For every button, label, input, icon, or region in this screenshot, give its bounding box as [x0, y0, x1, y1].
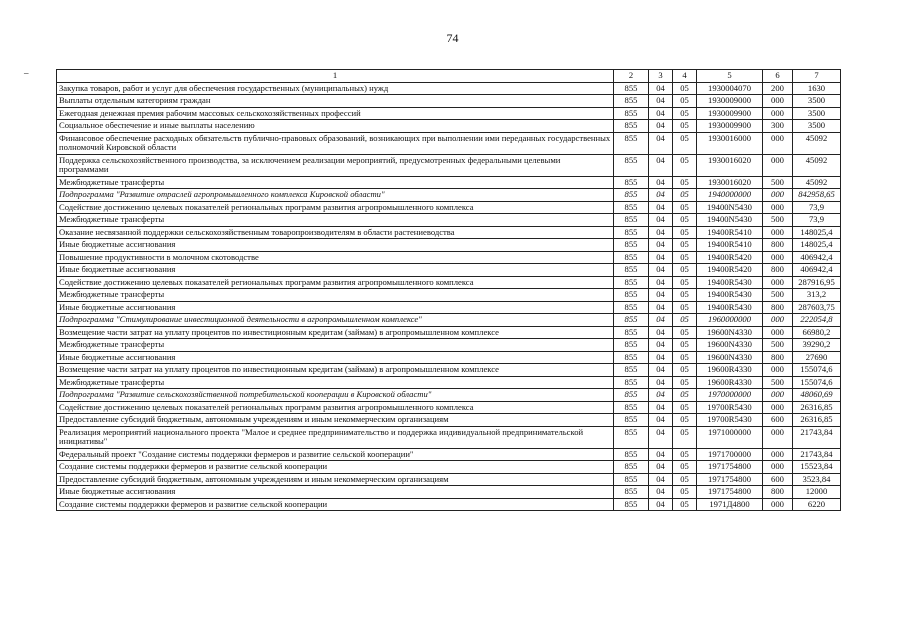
table-row: [57, 264, 841, 277]
row-amount-cell: 45092: [793, 132, 841, 154]
row-subsection-cell: 05: [673, 154, 697, 176]
row-amount-cell: 155074,6: [793, 376, 841, 389]
row-section-cell: 04: [649, 389, 673, 402]
row-ministry-cell: 855: [614, 251, 649, 264]
row-amount-cell: 45092: [793, 176, 841, 189]
row-amount-cell: 73,9: [793, 201, 841, 214]
row-amount-cell: 3523,84: [793, 473, 841, 486]
row-subsection-cell: 05: [673, 251, 697, 264]
row-section-cell: 04: [649, 314, 673, 327]
table-row: [57, 401, 841, 414]
table-row: [57, 486, 841, 499]
row-amount-cell: 45092: [793, 154, 841, 176]
row-subsection-cell: 05: [673, 376, 697, 389]
row-section-cell: 04: [649, 339, 673, 352]
row-target-code-cell: 19600N4330: [697, 351, 763, 364]
row-expense-type-cell: 000: [763, 401, 793, 414]
row-expense-type-cell: 000: [763, 314, 793, 327]
row-expense-type-cell: 000: [763, 107, 793, 120]
table-row: [57, 201, 841, 214]
row-target-code-cell: 19700R5430: [697, 401, 763, 414]
row-target-code-cell: 1930009000: [697, 95, 763, 108]
row-name-cell: Оказание несвязанной поддержки сельскохозяйственным товаропроизводителям в области растениеводства: [57, 226, 614, 239]
row-ministry-cell: 855: [614, 364, 649, 377]
row-ministry-cell: 855: [614, 448, 649, 461]
row-target-code-cell: 1971700000: [697, 448, 763, 461]
budget-table: [56, 69, 841, 511]
row-name-cell: Повышение продуктивности в молочном скотоводстве: [57, 251, 614, 264]
row-amount-cell: 287916,95: [793, 276, 841, 289]
row-subsection-cell: 05: [673, 95, 697, 108]
table-row: [57, 351, 841, 364]
row-amount-cell: 842958,65: [793, 189, 841, 202]
row-expense-type-cell: 000: [763, 226, 793, 239]
table-row: [57, 448, 841, 461]
table-row: [57, 239, 841, 252]
row-section-cell: 04: [649, 426, 673, 448]
row-ministry-cell: 855: [614, 351, 649, 364]
row-amount-cell: 39290,2: [793, 339, 841, 352]
row-amount-cell: 26316,85: [793, 414, 841, 427]
row-name-cell: Предоставление субсидий бюджетным, автономным учреждениям и иным некоммерческим организациям: [57, 473, 614, 486]
row-section-cell: 04: [649, 107, 673, 120]
row-subsection-cell: 05: [673, 189, 697, 202]
row-target-code-cell: 19400R5430: [697, 301, 763, 314]
row-section-cell: 04: [649, 264, 673, 277]
row-section-cell: 04: [649, 276, 673, 289]
row-amount-cell: 1630: [793, 82, 841, 95]
table-row: [57, 226, 841, 239]
row-target-code-cell: 19400R5420: [697, 264, 763, 277]
row-amount-cell: 3500: [793, 95, 841, 108]
row-name-cell: Межбюджетные трансферты: [57, 339, 614, 352]
row-target-code-cell: 1930016000: [697, 132, 763, 154]
header-cell-1: 1: [57, 70, 614, 83]
row-amount-cell: 148025,4: [793, 239, 841, 252]
row-name-cell: Содействие достижению целевых показателей региональных программ развития агропромышленного комплекса: [57, 276, 614, 289]
row-name-cell: Межбюджетные трансферты: [57, 376, 614, 389]
row-amount-cell: 155074,6: [793, 364, 841, 377]
row-amount-cell: 222054,8: [793, 314, 841, 327]
header-cell-3: 3: [649, 70, 673, 83]
row-subsection-cell: 05: [673, 351, 697, 364]
row-subsection-cell: 05: [673, 120, 697, 133]
row-amount-cell: 148025,4: [793, 226, 841, 239]
row-subsection-cell: 05: [673, 389, 697, 402]
row-ministry-cell: 855: [614, 376, 649, 389]
row-expense-type-cell: 800: [763, 264, 793, 277]
row-subsection-cell: 05: [673, 364, 697, 377]
row-amount-cell: 6220: [793, 498, 841, 511]
table-row: [57, 82, 841, 95]
row-amount-cell: 3500: [793, 120, 841, 133]
row-name-cell: Межбюджетные трансферты: [57, 176, 614, 189]
row-target-code-cell: 19400N5430: [697, 214, 763, 227]
row-subsection-cell: 05: [673, 214, 697, 227]
row-ministry-cell: 855: [614, 289, 649, 302]
row-name-cell: Межбюджетные трансферты: [57, 289, 614, 302]
row-subsection-cell: 05: [673, 201, 697, 214]
row-subsection-cell: 05: [673, 176, 697, 189]
row-target-code-cell: 1930009900: [697, 107, 763, 120]
row-expense-type-cell: 000: [763, 364, 793, 377]
row-ministry-cell: 855: [614, 120, 649, 133]
row-target-code-cell: 1971754800: [697, 486, 763, 499]
row-ministry-cell: 855: [614, 176, 649, 189]
row-subsection-cell: 05: [673, 448, 697, 461]
row-amount-cell: 406942,4: [793, 264, 841, 277]
table-row: [57, 498, 841, 511]
row-target-code-cell: 1940000000: [697, 189, 763, 202]
row-target-code-cell: 19400R5430: [697, 289, 763, 302]
row-section-cell: 04: [649, 376, 673, 389]
table-row: [57, 214, 841, 227]
table-row: [57, 426, 841, 448]
table-row: [57, 95, 841, 108]
row-expense-type-cell: 500: [763, 376, 793, 389]
row-section-cell: 04: [649, 251, 673, 264]
header-cell-2: 2: [614, 70, 649, 83]
row-expense-type-cell: 000: [763, 132, 793, 154]
row-section-cell: 04: [649, 461, 673, 474]
row-subsection-cell: 05: [673, 82, 697, 95]
header-cell-6: 6: [763, 70, 793, 83]
row-target-code-cell: 19400R5420: [697, 251, 763, 264]
row-ministry-cell: 855: [614, 314, 649, 327]
table-row: [57, 414, 841, 427]
row-expense-type-cell: 000: [763, 251, 793, 264]
row-name-cell: Возмещение части затрат на уплату процентов по инвестиционным кредитам (займам) в агропромышленном комплексе: [57, 326, 614, 339]
row-ministry-cell: 855: [614, 426, 649, 448]
row-expense-type-cell: 500: [763, 214, 793, 227]
table-row: [57, 461, 841, 474]
row-target-code-cell: 1971754800: [697, 461, 763, 474]
row-subsection-cell: 05: [673, 264, 697, 277]
row-section-cell: 04: [649, 364, 673, 377]
row-expense-type-cell: 000: [763, 498, 793, 511]
header-cell-5: 5: [697, 70, 763, 83]
row-subsection-cell: 05: [673, 498, 697, 511]
row-target-code-cell: 19400N5430: [697, 201, 763, 214]
row-target-code-cell: 1930004070: [697, 82, 763, 95]
row-name-cell: Возмещение части затрат на уплату процентов по инвестиционным кредитам (займам) в агропромышленном комплексе: [57, 364, 614, 377]
row-expense-type-cell: 000: [763, 426, 793, 448]
row-ministry-cell: 855: [614, 301, 649, 314]
row-target-code-cell: 1930016020: [697, 154, 763, 176]
table-row: [57, 473, 841, 486]
row-target-code-cell: 1930009900: [697, 120, 763, 133]
row-name-cell: Федеральный проект "Создание системы поддержки фермеров и развитие сельской кооперации": [57, 448, 614, 461]
row-name-cell: Финансовое обеспечение расходных обязательств публично-правовых образований, возникающих при выполнении ими переданных государственных полномочий Кировской области: [57, 132, 614, 154]
row-subsection-cell: 05: [673, 401, 697, 414]
row-ministry-cell: 855: [614, 461, 649, 474]
row-subsection-cell: 05: [673, 239, 697, 252]
row-amount-cell: 26316,85: [793, 401, 841, 414]
row-name-cell: Создание системы поддержки фермеров и развитие сельской кооперации: [57, 461, 614, 474]
row-name-cell: Предоставление субсидий бюджетным, автономным учреждениям и иным некоммерческим организациям: [57, 414, 614, 427]
row-name-cell: Закупка товаров, работ и услуг для обеспечения государственных (муниципальных) нужд: [57, 82, 614, 95]
row-target-code-cell: 19600R4330: [697, 364, 763, 377]
row-section-cell: 04: [649, 239, 673, 252]
row-target-code-cell: 1960000000: [697, 314, 763, 327]
row-name-cell: Ежегодная денежная премия рабочим массовых сельскохозяйственных профессий: [57, 107, 614, 120]
row-subsection-cell: 05: [673, 326, 697, 339]
row-expense-type-cell: 800: [763, 486, 793, 499]
row-expense-type-cell: 000: [763, 389, 793, 402]
row-name-cell: Иные бюджетные ассигнования: [57, 239, 614, 252]
row-name-cell: Иные бюджетные ассигнования: [57, 264, 614, 277]
row-name-cell: Иные бюджетные ассигнования: [57, 351, 614, 364]
table-row: [57, 364, 841, 377]
row-subsection-cell: 05: [673, 276, 697, 289]
row-amount-cell: 313,2: [793, 289, 841, 302]
row-section-cell: 04: [649, 498, 673, 511]
row-ministry-cell: 855: [614, 107, 649, 120]
row-section-cell: 04: [649, 154, 673, 176]
row-expense-type-cell: 500: [763, 339, 793, 352]
row-section-cell: 04: [649, 95, 673, 108]
row-subsection-cell: 05: [673, 301, 697, 314]
table-row: [57, 339, 841, 352]
row-ministry-cell: 855: [614, 486, 649, 499]
row-ministry-cell: 855: [614, 189, 649, 202]
row-target-code-cell: 19400R5410: [697, 226, 763, 239]
row-subsection-cell: 05: [673, 426, 697, 448]
margin-mark: –: [24, 68, 29, 78]
header-cell-4: 4: [673, 70, 697, 83]
row-amount-cell: 21743,84: [793, 426, 841, 448]
row-amount-cell: 66980,2: [793, 326, 841, 339]
row-amount-cell: 27690: [793, 351, 841, 364]
row-expense-type-cell: 800: [763, 351, 793, 364]
table-row: [57, 189, 841, 202]
row-ministry-cell: 855: [614, 389, 649, 402]
row-subsection-cell: 05: [673, 461, 697, 474]
row-name-cell: Поддержка сельскохозяйственного производства, за исключением реализации мероприятий, предусмотренных федеральными целевыми программами: [57, 154, 614, 176]
row-amount-cell: 21743,84: [793, 448, 841, 461]
row-expense-type-cell: 500: [763, 289, 793, 302]
row-amount-cell: 73,9: [793, 214, 841, 227]
table-row: [57, 301, 841, 314]
table-row: [57, 314, 841, 327]
table-row: [57, 276, 841, 289]
row-expense-type-cell: 300: [763, 120, 793, 133]
row-name-cell: Межбюджетные трансферты: [57, 214, 614, 227]
row-target-code-cell: 19600N4330: [697, 339, 763, 352]
row-subsection-cell: 05: [673, 339, 697, 352]
row-ministry-cell: 855: [614, 226, 649, 239]
row-name-cell: Иные бюджетные ассигнования: [57, 301, 614, 314]
row-section-cell: 04: [649, 473, 673, 486]
row-ministry-cell: 855: [614, 401, 649, 414]
row-subsection-cell: 05: [673, 289, 697, 302]
row-ministry-cell: 855: [614, 239, 649, 252]
row-target-code-cell: 1971000000: [697, 426, 763, 448]
table-row: [57, 176, 841, 189]
row-target-code-cell: 19400R5410: [697, 239, 763, 252]
header-cell-7: 7: [793, 70, 841, 83]
row-ministry-cell: 855: [614, 414, 649, 427]
row-section-cell: 04: [649, 448, 673, 461]
row-expense-type-cell: 000: [763, 448, 793, 461]
row-expense-type-cell: 000: [763, 201, 793, 214]
table-row: [57, 154, 841, 176]
table-row: [57, 389, 841, 402]
row-expense-type-cell: 000: [763, 276, 793, 289]
row-subsection-cell: 05: [673, 226, 697, 239]
row-section-cell: 04: [649, 189, 673, 202]
row-subsection-cell: 05: [673, 132, 697, 154]
row-name-cell: Создание системы поддержки фермеров и развитие сельской кооперации: [57, 498, 614, 511]
row-name-cell: Выплаты отдельным категориям граждан: [57, 95, 614, 108]
row-amount-cell: 12000: [793, 486, 841, 499]
row-target-code-cell: 1971Д4800: [697, 498, 763, 511]
row-subsection-cell: 05: [673, 414, 697, 427]
row-section-cell: 04: [649, 201, 673, 214]
row-expense-type-cell: 800: [763, 301, 793, 314]
table-row: [57, 132, 841, 154]
row-expense-type-cell: 200: [763, 82, 793, 95]
table-row: [57, 376, 841, 389]
row-name-cell: Содействие достижению целевых показателей региональных программ развития агропромышленного комплекса: [57, 401, 614, 414]
page-number: 74: [446, 31, 459, 45]
row-section-cell: 04: [649, 289, 673, 302]
row-expense-type-cell: 000: [763, 326, 793, 339]
row-section-cell: 04: [649, 414, 673, 427]
row-section-cell: 04: [649, 326, 673, 339]
row-expense-type-cell: 600: [763, 473, 793, 486]
row-section-cell: 04: [649, 132, 673, 154]
row-amount-cell: 287603,75: [793, 301, 841, 314]
table-row: [57, 289, 841, 302]
row-name-cell: Содействие достижению целевых показателей региональных программ развития агропромышленного комплекса: [57, 201, 614, 214]
row-ministry-cell: 855: [614, 214, 649, 227]
row-subsection-cell: 05: [673, 473, 697, 486]
row-target-code-cell: 1970000000: [697, 389, 763, 402]
row-target-code-cell: 1930016020: [697, 176, 763, 189]
row-subsection-cell: 05: [673, 486, 697, 499]
row-expense-type-cell: 000: [763, 461, 793, 474]
row-target-code-cell: 19400R5430: [697, 276, 763, 289]
row-ministry-cell: 855: [614, 276, 649, 289]
row-amount-cell: 406942,4: [793, 251, 841, 264]
row-expense-type-cell: 600: [763, 414, 793, 427]
row-section-cell: 04: [649, 226, 673, 239]
row-name-cell: Подпрограмма "Стимулирование инвестиционной деятельности в агропромышленном комплексе": [57, 314, 614, 327]
row-expense-type-cell: 000: [763, 95, 793, 108]
row-section-cell: 04: [649, 401, 673, 414]
row-ministry-cell: 855: [614, 82, 649, 95]
header-row: [57, 70, 841, 83]
table-row: [57, 326, 841, 339]
row-amount-cell: 15523,84: [793, 461, 841, 474]
row-ministry-cell: 855: [614, 154, 649, 176]
row-name-cell: Подпрограмма "Развитие сельскохозяйственной потребительской кооперации в Кировской области": [57, 389, 614, 402]
row-section-cell: 04: [649, 120, 673, 133]
row-name-cell: Реализация мероприятий национального проекта "Малое и среднее предпринимательство и поддержка индивидуальной предпринимательской инициативы": [57, 426, 614, 448]
row-ministry-cell: 855: [614, 264, 649, 277]
row-expense-type-cell: 000: [763, 154, 793, 176]
row-ministry-cell: 855: [614, 95, 649, 108]
row-ministry-cell: 855: [614, 473, 649, 486]
row-section-cell: 04: [649, 486, 673, 499]
row-expense-type-cell: 800: [763, 239, 793, 252]
table-row: [57, 120, 841, 133]
row-subsection-cell: 05: [673, 107, 697, 120]
row-name-cell: Социальное обеспечение и иные выплаты населению: [57, 120, 614, 133]
row-amount-cell: 3500: [793, 107, 841, 120]
table-row: [57, 107, 841, 120]
table-row: [57, 251, 841, 264]
row-amount-cell: 48060,69: [793, 389, 841, 402]
row-section-cell: 04: [649, 214, 673, 227]
row-section-cell: 04: [649, 176, 673, 189]
row-ministry-cell: 855: [614, 498, 649, 511]
row-target-code-cell: 19600N4330: [697, 326, 763, 339]
row-name-cell: Подпрограмма "Развитие отраслей агропромышленного комплекса Кировской области": [57, 189, 614, 202]
row-ministry-cell: 855: [614, 339, 649, 352]
row-expense-type-cell: 500: [763, 176, 793, 189]
row-name-cell: Иные бюджетные ассигнования: [57, 486, 614, 499]
row-target-code-cell: 19600R4330: [697, 376, 763, 389]
row-section-cell: 04: [649, 82, 673, 95]
table-body: [57, 70, 841, 511]
row-target-code-cell: 19700R5430: [697, 414, 763, 427]
row-subsection-cell: 05: [673, 314, 697, 327]
row-target-code-cell: 1971754800: [697, 473, 763, 486]
row-section-cell: 04: [649, 301, 673, 314]
row-ministry-cell: 855: [614, 132, 649, 154]
row-ministry-cell: 855: [614, 201, 649, 214]
row-ministry-cell: 855: [614, 326, 649, 339]
row-section-cell: 04: [649, 351, 673, 364]
row-expense-type-cell: 000: [763, 189, 793, 202]
